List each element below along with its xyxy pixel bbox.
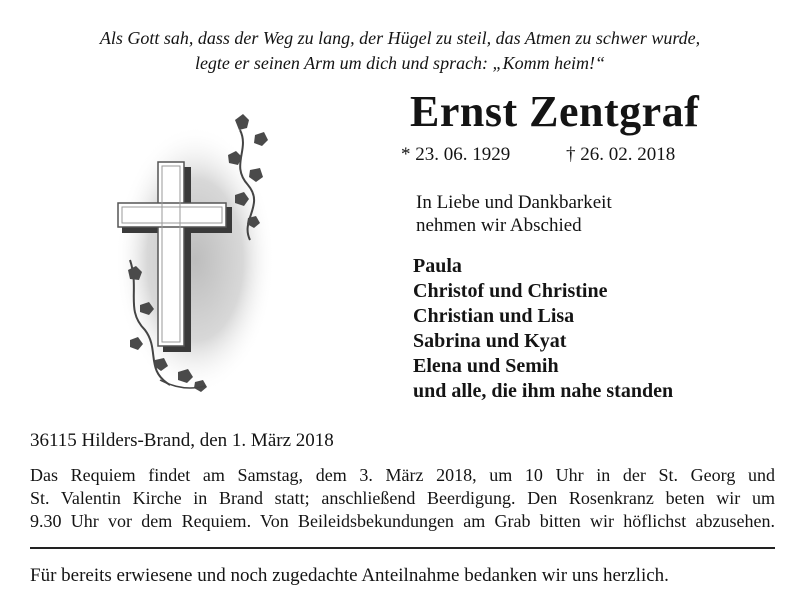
divider-rule bbox=[30, 547, 775, 549]
deceased-name: Ernst Zentgraf bbox=[410, 87, 700, 136]
mourner-item: Christian und Lisa bbox=[413, 305, 575, 327]
requiem-notice bbox=[30, 464, 775, 533]
requiem-line-3: 9.30 Uhr vor dem Requiem. Von Beileidsbekundungen am Grab bitten wir höflichst abzusehen. bbox=[30, 511, 775, 531]
requiem-line-2: St. Valentin Kirche in Brand statt; anschließend Beerdigung. Den Rosenkranz beten wir um bbox=[30, 488, 775, 508]
intro-line-2: nehmen wir Abschied bbox=[416, 215, 582, 236]
mourner-item: Elena und Semih bbox=[413, 355, 559, 377]
mourners-list bbox=[413, 254, 673, 404]
mourner-item: Christof und Christine bbox=[413, 280, 608, 302]
thanks-note: Für bereits erwiesene und noch zugedachte Anteilnahme bedanken wir uns herzlich. bbox=[30, 565, 669, 586]
cross-with-ivy-icon bbox=[100, 110, 320, 400]
epigraph-quote bbox=[0, 26, 800, 76]
death-date: † 26. 02. 2018 bbox=[566, 144, 676, 165]
intro-line-1: In Liebe und Dankbarkeit bbox=[416, 192, 612, 213]
quote-line-2: legte er seinen Arm um dich und sprach: „Komm heim!“ bbox=[194, 53, 606, 73]
place-and-date: 36115 Hilders-Brand, den 1. März 2018 bbox=[30, 430, 334, 451]
mourner-item: Paula bbox=[413, 255, 462, 277]
mourner-item: und alle, die ihm nahe standen bbox=[413, 380, 674, 402]
birth-date: * 23. 06. 1929 bbox=[401, 144, 511, 165]
mourner-item: Sabrina und Kyat bbox=[413, 330, 567, 352]
farewell-intro bbox=[416, 191, 612, 237]
quote-line-1: Als Gott sah, dass der Weg zu lang, der Hügel zu steil, das Atmen zu schwer wurde, bbox=[99, 28, 701, 48]
requiem-line-1: Das Requiem findet am Samstag, dem 3. März 2018, um 10 Uhr in der St. Georg und bbox=[30, 465, 775, 485]
